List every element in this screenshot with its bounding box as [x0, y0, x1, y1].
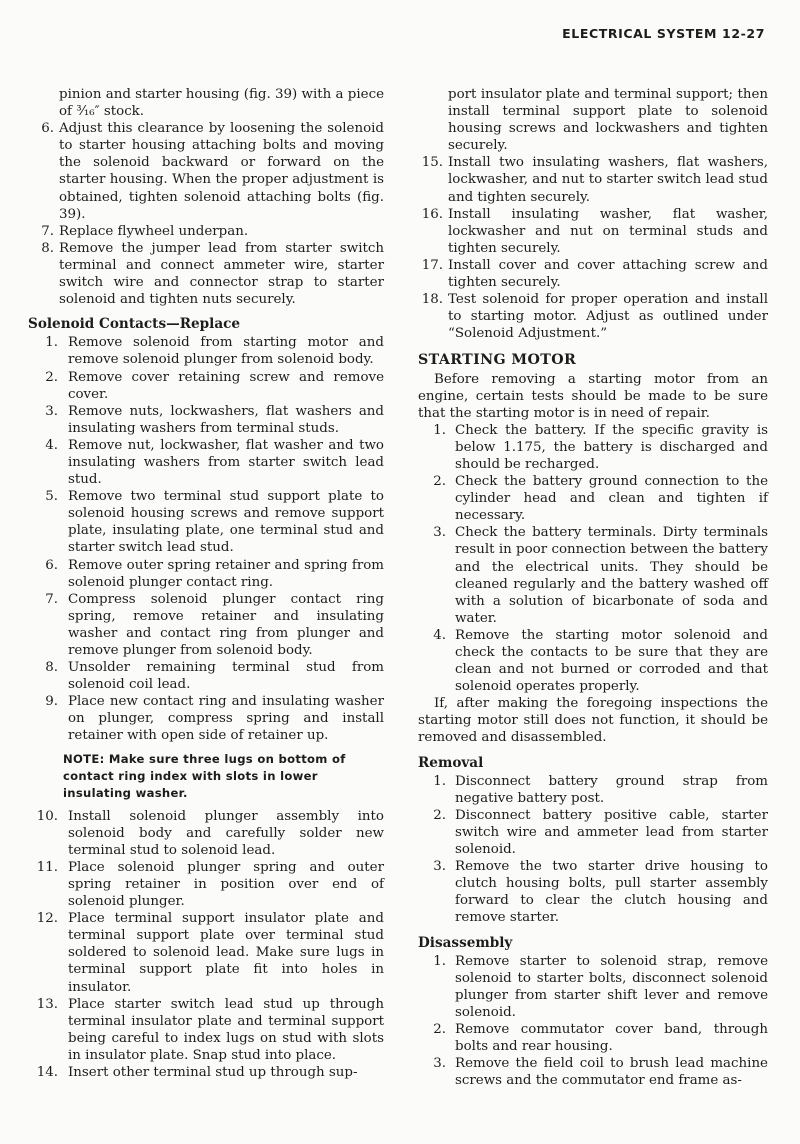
- list-item: 12. Place terminal support insulator plate and terminal support plate over terminal stud soldered to solenoid lead. Make sure lugs in terminal support plate fit into holes in insulator.: [36, 911, 384, 995]
- solenoid-contacts-steps-continued: [32, 808, 384, 1082]
- left-column: [28, 86, 384, 1081]
- section-heading: STARTING MOTOR: [418, 352, 577, 369]
- disassembly-title: Disassembly: [418, 934, 513, 951]
- disassembly-steps: [418, 953, 768, 1090]
- list-item: 1. Disconnect battery ground strap from negative battery post.: [433, 773, 768, 806]
- list-item: 10. Install solenoid plunger assembly into solenoid body and carefully solder new terminal stud to solenoid lead.: [36, 808, 384, 858]
- list-item: 11. Place solenoid plunger spring and outer spring retainer in position over end of solenoid plunger.: [36, 859, 384, 910]
- list-item: 14. Insert other terminal stud up through sup-: [36, 1064, 358, 1080]
- list-item: 16. Install insulating washer, flat washer, lockwasher and nut on terminal studs and tighten securely.: [421, 206, 768, 256]
- list-item: 13. Place starter switch lead stud up through terminal insulator plate and terminal support being careful to index lugs on stud with slots in insulator plate. Snap stud into place.: [36, 996, 384, 1063]
- list-item: 3. Remove the field coil to brush lead machine screws and the commutator end frame as-: [433, 1056, 768, 1089]
- list-item: 3. Remove nuts, lockwashers, flat washers and insulating washers from terminal studs.: [45, 403, 384, 436]
- continued-text: pinion and starter housing (fig. 39) with a piece of ³⁄₁₆″ stock.: [59, 87, 384, 120]
- list-item: 18. Test solenoid for proper operation and install to starting motor. Adjust as outlined under “Solenoid Adjustment.”: [421, 292, 768, 342]
- list-item: 4. Remove nut, lockwasher, flat washer and two insulating washers from starter switch lead stud.: [45, 437, 384, 488]
- list-item: 15. Install two insulating washers, flat washers, lockwasher, and nut to starter switch lead stud and tighten securely.: [421, 155, 768, 205]
- note-callout: NOTE: Make sure three lugs on bottom of contact ring index with slots in lower insulating washer.: [63, 751, 346, 800]
- intro-paragraph: Before removing a starting motor from an engine, certain tests should be made to be sure that the starting motor is in need of repair.: [418, 371, 768, 421]
- list-item: 2. Disconnect battery positive cable, starter switch wire and ammeter lead from starter solenoid.: [433, 807, 768, 858]
- removal-steps: [418, 773, 768, 927]
- list-item: 17. Install cover and cover attaching screw and tighten securely.: [421, 257, 768, 291]
- list-item: 7. Replace flywheel underpan.: [41, 223, 249, 239]
- continued-text: port insulator plate and terminal support; then install terminal support plate to solenoid housing screws and lockwashers and tighten securely.: [448, 87, 768, 154]
- list-item: 1. Remove starter to solenoid strap, remove solenoid to starter bolts, disconnect solenoid plunger from starter shift lever and remove solenoid.: [433, 953, 768, 1020]
- list-item: 6. Adjust this clearance by loosening the solenoid to starter housing attaching bolts and moving the solenoid backward or forward on the starter housing. When the proper adjustment is obtained, tighten solenoid attaching bolts (fig. 39).: [41, 121, 384, 222]
- list-item: 7. Compress solenoid plunger contact ring spring, remove retainer and insulating washer and contact ring from plunger and remove plunger from solenoid body.: [45, 591, 384, 658]
- conclusion-paragraph: If, after making the foregoing inspections the starting motor still does not function, it should be removed and disassembled.: [418, 696, 768, 746]
- list-item: 3. Remove the two starter drive housing to clutch housing bolts, pull starter assembly forward to clear the clutch housing and remove starter.: [433, 859, 768, 926]
- list-item: 4. Remove the starting motor solenoid and check the contacts to be sure that they are clean and not burned or corroded and that solenoid operates properly.: [433, 627, 768, 695]
- starting-motor-checks: [418, 422, 768, 696]
- list-item: 9. Place new contact ring and insulating washer on plunger, compress spring and install retainer with open side of retainer up.: [45, 694, 384, 744]
- solenoid-contacts-steps: [32, 334, 384, 744]
- list-item: 8. Unsolder remaining terminal stud from solenoid coil lead.: [45, 660, 384, 693]
- list-item: 6. Remove outer spring retainer and spring from solenoid plunger contact ring.: [45, 557, 384, 590]
- list-item: 1. Remove solenoid from starting motor and remove solenoid plunger from solenoid body.: [45, 335, 384, 368]
- list-item: 5. Remove two terminal stud support plate to solenoid housing screws and remove support plate, insulating plate, one terminal stud and starter switch lead stud.: [45, 489, 384, 556]
- list-item: 2. Check the battery ground connection to the cylinder head and clean and tighten if necessary.: [433, 474, 768, 524]
- running-header: ELECTRICAL SYSTEM 12-27: [562, 26, 765, 41]
- section-title: Solenoid Contacts—Replace: [28, 316, 241, 333]
- solenoid-contacts-steps-final: [418, 154, 768, 342]
- list-item: 1. Check the battery. If the specific gravity is below 1.175, the battery is discharged and should be recharged.: [433, 422, 768, 472]
- list-item: 8. Remove the jumper lead from starter switch terminal and connect ammeter wire, starter switch wire and connector strap to starter solenoid and tighten nuts securely.: [41, 240, 384, 308]
- list-item: 3. Check the battery terminals. Dirty terminals result in poor connection between the battery and the electrical units. They should be cleaned regularly and the battery washed off with a solution of bicarbonate of soda and water.: [433, 525, 768, 626]
- adjustment-steps: [32, 120, 384, 308]
- right-column: [418, 86, 768, 1089]
- list-item: 2. Remove commutator cover band, through bolts and rear housing.: [433, 1021, 768, 1055]
- list-item: 2. Remove cover retaining screw and remove cover.: [45, 369, 384, 402]
- removal-title: Removal: [418, 754, 484, 771]
